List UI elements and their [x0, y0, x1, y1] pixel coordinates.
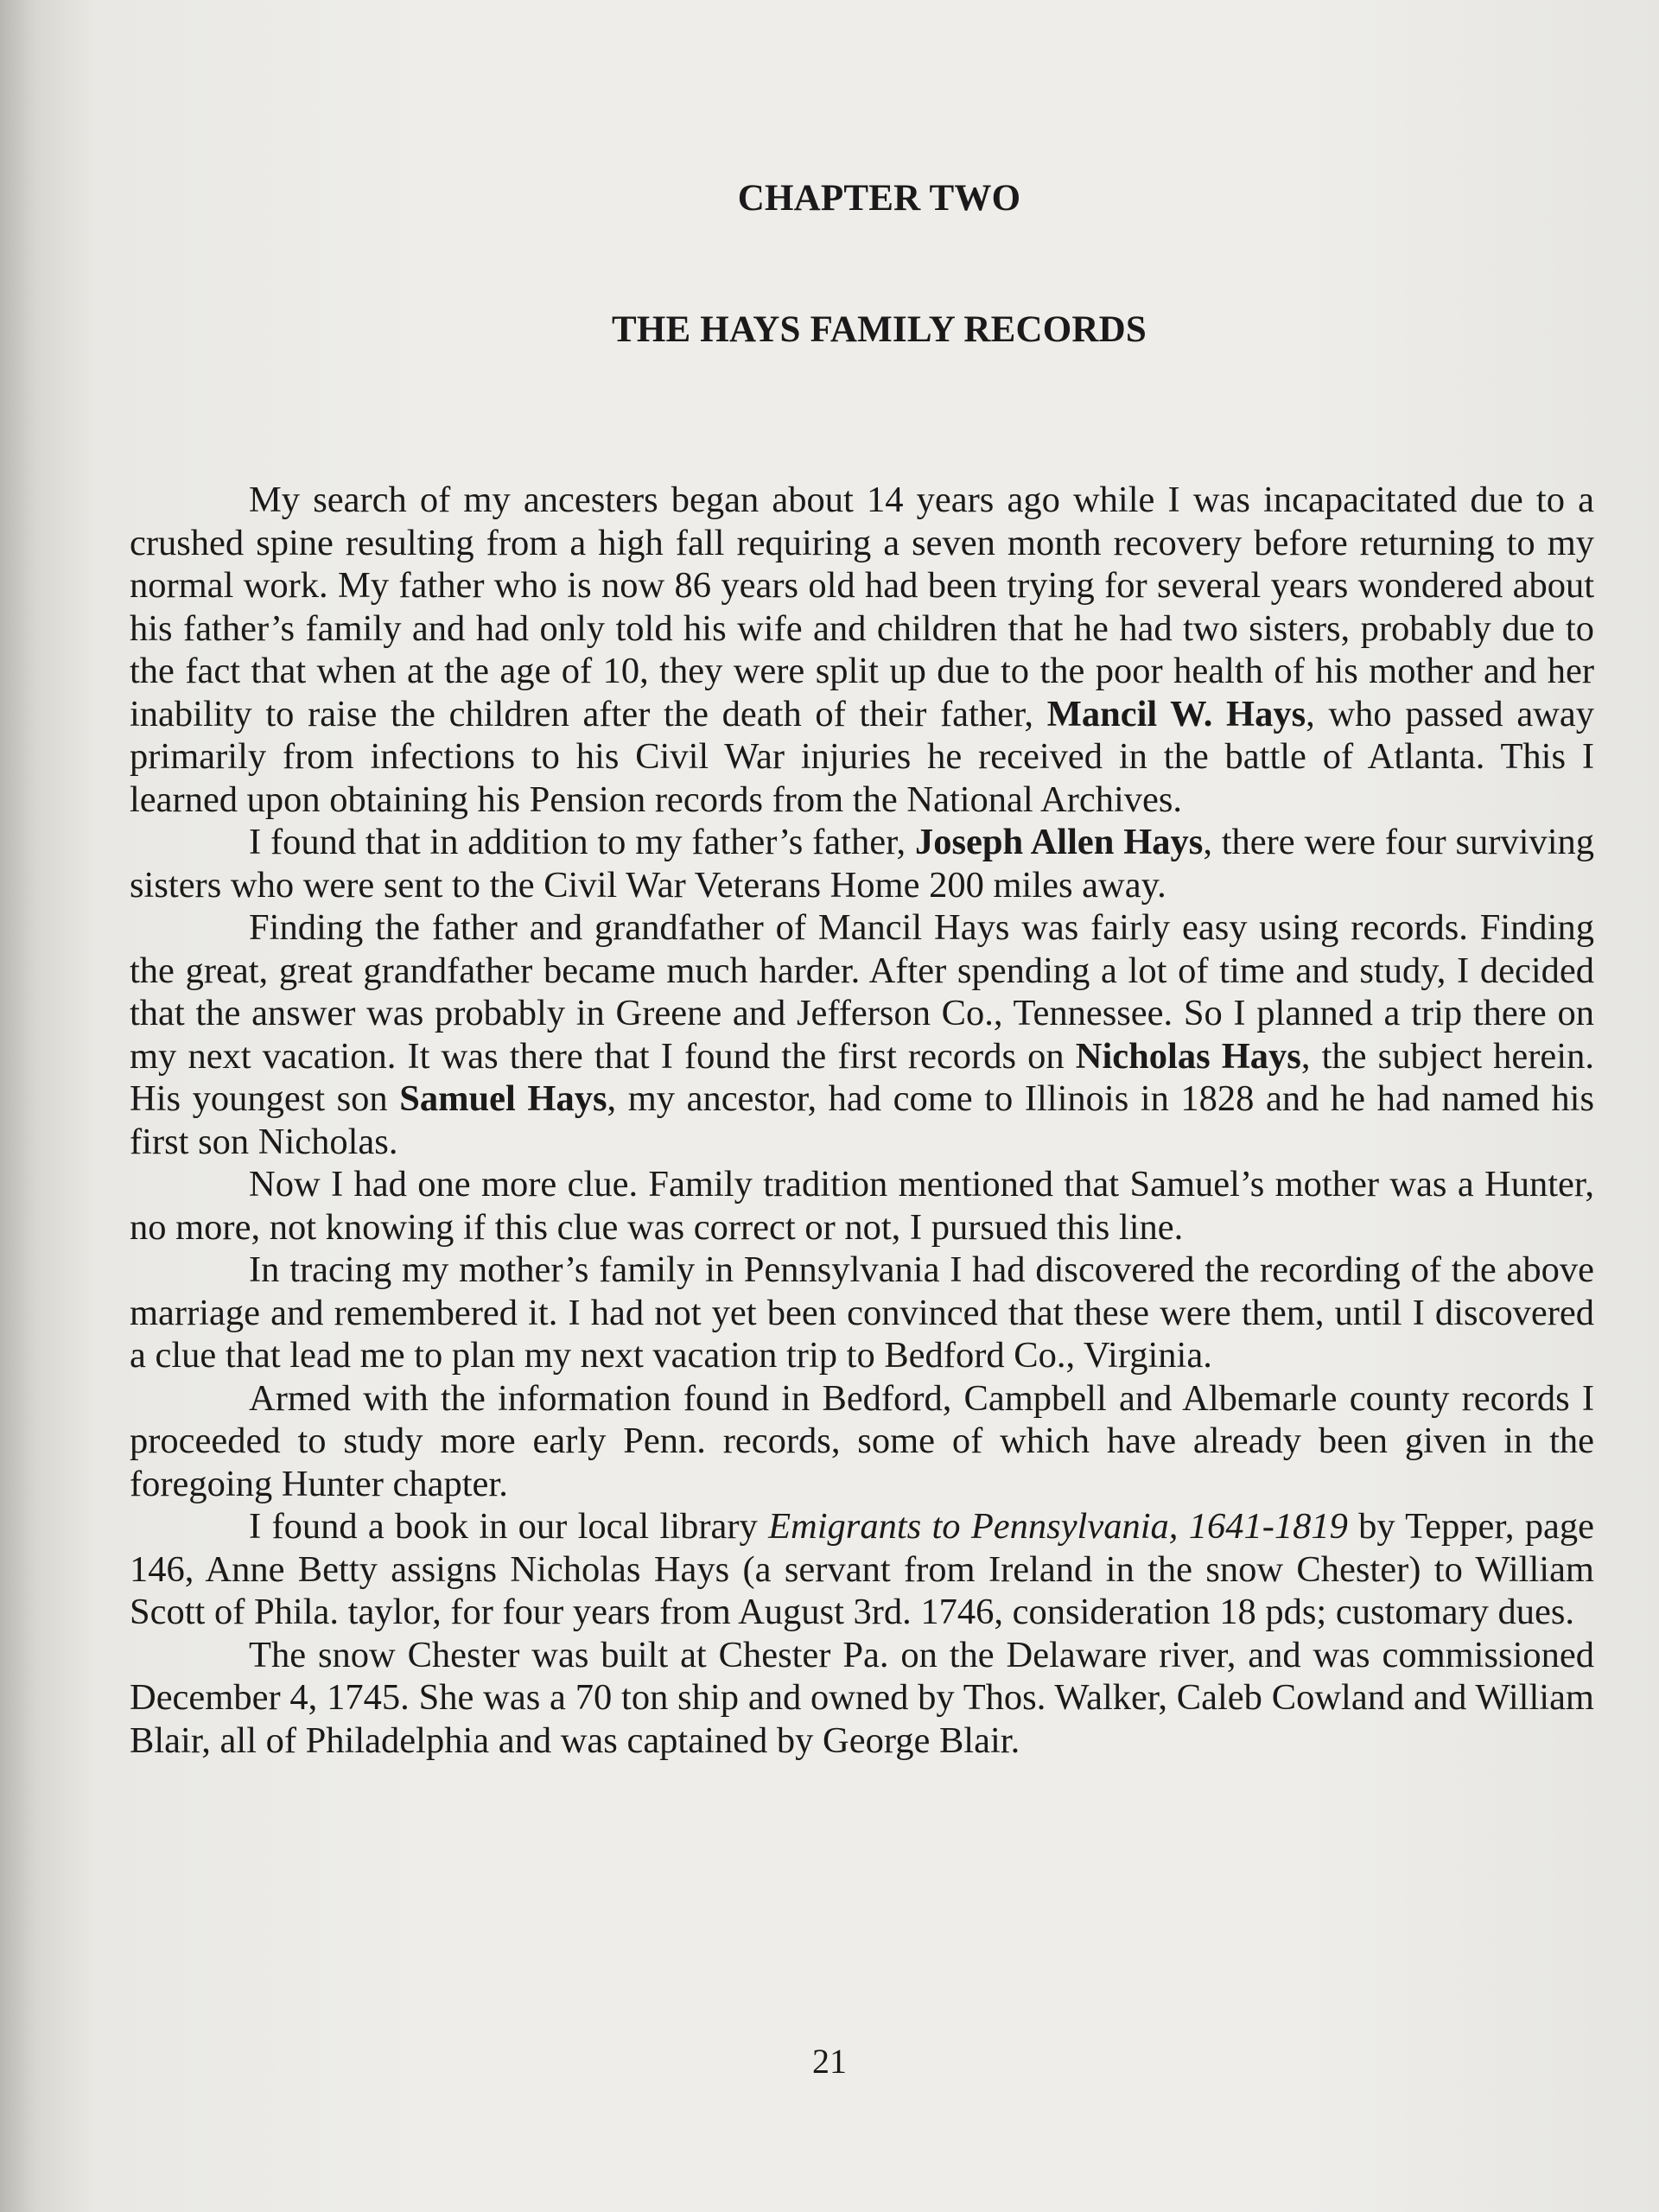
text-span: I found a book in our local library	[249, 1506, 769, 1547]
bold-name: Joseph Allen Hays	[914, 822, 1204, 862]
paragraph	[130, 821, 1594, 906]
text-span: , there were four surviving sisters who were sent to the Civil War Veterans Home 200 miles away.	[130, 822, 1595, 906]
text-span: Finding the father and grandfather of Mancil Hays was fairly easy using records. Finding the great, great grandfather became much harder. After spending a lot of time and study, I decided that the answer was probably in Greene and Jefferson Co., Tennessee. So I planned a trip there on my next vacation. It was there that I found the first records on	[130, 907, 1594, 1077]
text-span: , the subject herein. His youngest son	[130, 1035, 1594, 1119]
text-span: by Tepper, page 146, Anne Betty assigns Nicholas Hays (a servant from Ireland in the snow Chester) to William Scott of Phila. taylor, for four years from August 3rd. 1746, consideration 18 pds; customary dues.	[130, 1506, 1594, 1632]
book-title: Emigrants to Pennsylvania, 1641-1819	[768, 1506, 1348, 1547]
text-span: In tracing my mother’s family in Pennsylvania I had discovered the recording of the above marriage and remembered it. I had not yet been convinced that these were them, until I discovered a clue that lead me to plan my next vacation trip to Bedford Co., Virginia.	[130, 1249, 1594, 1376]
paragraph	[130, 479, 1594, 821]
bold-name: Mancil W. Hays	[1046, 693, 1306, 734]
text-span: Now I had one more clue. Family tradition mentioned that Samuel’s mother was a Hunter, no more, not knowing if this clue was correct or not, I pursued this line.	[130, 1164, 1594, 1248]
text-span: , my ancestor, had come to Illinois in 1828 and he had named his first son Nicholas.	[130, 1078, 1594, 1162]
paragraph	[130, 1163, 1594, 1249]
text-span: Armed with the information found in Bedford, Campbell and Albemarle county records I proceeded to study more early Penn. records, some of which have already been given in the foregoing Hunter chapter.	[130, 1377, 1594, 1504]
paragraph	[130, 1377, 1594, 1506]
text-span: The snow Chester was built at Chester Pa. on the Delaware river, and was commissioned December 4, 1745. She was a 70 ton ship and owned by Thos. Walker, Caleb Cowland and William Blair, all of Philadelphia and was captained by George Blair.	[130, 1634, 1594, 1761]
book-page	[130, 177, 1594, 1762]
text-span: , who passed away primarily from infections to his Civil War injuries he received in the battle of Atlanta. This I learned upon obtaining his Pension records from the National Archives.	[130, 693, 1594, 820]
page-number: 21	[812, 2042, 847, 2081]
chapter-title-heading: THE HAYS FAMILY RECORDS	[611, 309, 1147, 350]
text-span: I found that in addition to my father’s father,	[249, 822, 915, 862]
body-text	[130, 479, 1594, 1762]
bold-name: Nicholas Hays	[1075, 1035, 1301, 1077]
paragraph	[130, 1249, 1594, 1377]
paragraph	[130, 1634, 1594, 1763]
bold-name: Samuel Hays	[399, 1078, 607, 1119]
chapter-number-heading: CHAPTER TWO	[737, 178, 1021, 219]
paragraph	[130, 906, 1594, 1163]
text-span: My search of my ancesters began about 14 years ago while I was incapacitated due to a crushed spine resulting from a high fall requiring a seven month recovery before returning to my normal work. My father who is now 86 years old had been trying for several years wondered about his father’s family and had only told his wife and children that he had two sisters, probably due to the fact that when at the age of 10, they were split up due to the poor health of his mother and her inability to raise the children after the death of their father,	[130, 480, 1594, 734]
paragraph	[130, 1505, 1594, 1634]
